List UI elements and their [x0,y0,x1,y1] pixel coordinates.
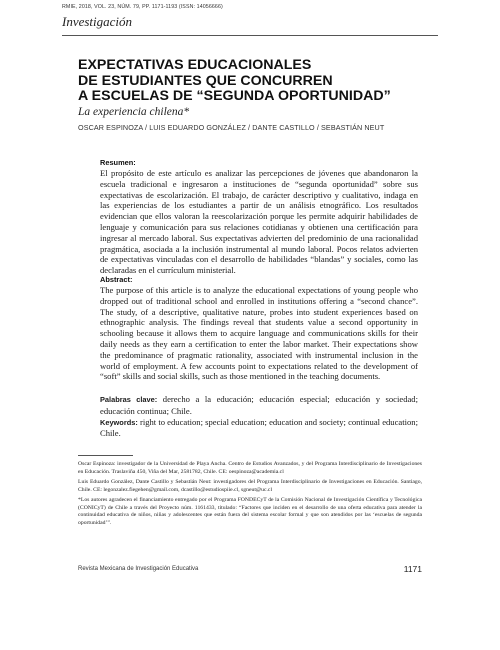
footer-journal-name: Revista Mexicana de Investigación Educativa [78,566,199,572]
footnote-authors-2: Luis Eduardo González, Dante Castillo y Sebastián Neut: investigadores del Programa Interdisciplinario de Investigaciones en Educación. Santiago, Chile. CE: legonzalez.fiegehen@gmail.com, dcastillo@estudiospiie.cl, sgneut@uc.cl [78,479,422,493]
running-head: RMIE, 2018, VOL. 23, NÚM. 79, PP. 1171-1193 (ISSN: 14056666) [62,4,223,10]
resumen-heading: Resumen: [100,158,136,167]
abstract-section [100,275,418,382]
footnote-author-1: Oscar Espinoza: investigador de la Universidad de Playa Ancha. Centro de Estudios Avanzados, y del Programa Interdisciplinario de Investigaciones en Educación. Traslaviña 450, Viña del Mar, 2581782, Chile. CE: oespinoza@academia.cl [78,461,422,475]
keywords-label: Keywords: [100,417,138,427]
keywords-section [100,394,418,439]
section-rule [62,35,438,36]
footnote-funding: *Los autores agradecen el financiamiento entregado por el Programa FONDECyT de la Comisión Nacional de Investigación Científica y Tecnológica (CONICyT) de Chile a través del Proyecto núm. 1161433, titulado: “Factores que inciden en el desarrollo de una oferta educativa para atender la continuidad educativa de niños, niñas y adolescentes que están fuera del sistema escolar formal y que son atendidos por las ‘escuelas de segunda oportunidad’”. [78,497,422,526]
palabras-clave-label: Palabras clave: [100,395,158,404]
footnotes [78,461,422,530]
keywords-line [100,417,418,440]
palabras-clave-text: derecho a la educación; educación especial; educación y sociedad; educación continua; Chile. [100,394,418,416]
article-subtitle: La experiencia chilena* [78,106,190,118]
section-label: Investigación [62,14,133,29]
abstract-heading: Abstract: [100,275,133,284]
abstract-text: The purpose of this article is to analyze the educational expectations of young people who dropped out of traditional school and enrolled in institutions offering a “second chance”. The study, of a descriptive, qualitative nature, probes into student experiences based on ethnographic analysis. The findings reveal that students value a second opportunity in schooling because it allows them to acquire language and communications skills for their daily needs as they earn a certification to enter the labor market. Their expectations show the predominance of pragmatic rationality, associated with instrumental inclusion in the world of employment. A few accounts point to expectations related to the development of “soft” skills and social skills, such as those mentioned in the teaching documents. [100,285,418,382]
resumen-text: El propósito de este artículo es analizar las percepciones de jóvenes que abandonaron la escuela tradicional e ingresaron a instituciones de “segunda oportunidad” sobre sus expectativas de escolarización. El trabajo, de carácter descriptivo y cualitativo, indaga en las experiencias de los estudiantes a partir de un análisis etnográfico. Los resultados evidencian que ellos valoran la reescolarización porque les permite adquirir habilidades de lenguaje y comunicación para sus relaciones cotidianas y obtienen una certificación para ingresar al mercado laboral. Sus expectativas advierten del predominio de una racionalidad pragmática, asociada a la inclusión instrumental al mundo laboral. Pocos relatos advierten de expectativas vinculadas con el desarrollo de habilidades “blandas” y sociales, como las declaradas en el currículum ministerial. [100,168,418,276]
page-number: 1171 [403,564,422,574]
article-title: EXPECTATIVAS EDUCACIONALES DE ESTUDIANTES QUE CONCURREN A ESCUELAS DE “SEGUNDA OPORTUNIDAD” [78,57,391,104]
resumen-section [100,158,418,276]
author-list: OSCAR ESPINOZA / LUIS EDUARDO GONZÁLEZ / DANTE CASTILLO / SEBASTIÁN NEUT [78,123,385,132]
keywords-text: right to education; special education; education and society; continual education; Chile. [100,416,418,439]
palabras-clave-line [100,394,418,417]
footnote-rule [78,455,133,456]
